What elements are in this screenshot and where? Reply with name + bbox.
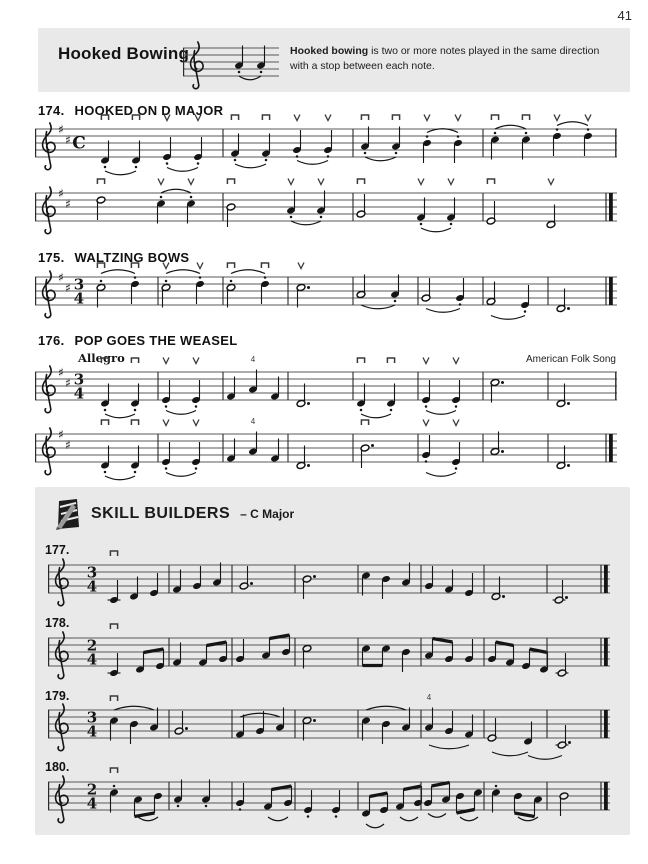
pencil-badge-icon (55, 498, 81, 530)
skill-builders-subtitle: – C Major (240, 507, 295, 521)
staff-system-174-line2 (35, 169, 617, 251)
svg-text:4: 4 (426, 693, 432, 702)
svg-text:2: 2 (86, 780, 98, 799)
staff-system-178 (48, 614, 610, 696)
exercise-176-title: POP GOES THE WEASEL (74, 333, 238, 348)
svg-text:4: 4 (250, 417, 256, 426)
exercise-177-number: 177. (45, 543, 70, 557)
header-music-example (183, 38, 279, 96)
svg-text:4: 4 (73, 384, 85, 403)
svg-text:4: 4 (86, 577, 98, 596)
svg-text:3: 3 (86, 708, 98, 727)
exercise-174-title: HOOKED ON D MAJOR (74, 103, 224, 118)
exercise-176-heading (38, 333, 237, 348)
svg-text:2: 2 (86, 636, 98, 655)
svg-text:♯: ♯ (58, 270, 64, 285)
svg-text:♯: ♯ (58, 365, 64, 380)
exercise-180-number: 180. (45, 760, 70, 774)
staff-system-175 (35, 253, 617, 335)
skill-builders-title: SKILL BUILDERS (91, 505, 231, 522)
exercise-175-number: 175. (38, 250, 65, 265)
song-credit: American Folk Song (525, 354, 616, 365)
svg-text:4: 4 (86, 650, 98, 669)
header-title: Hooked Bowing (58, 44, 190, 63)
page-number: 41 (617, 8, 632, 23)
svg-text:♯: ♯ (65, 132, 71, 147)
exercise-174-number: 174. (38, 103, 65, 118)
staff-system-179 (48, 686, 610, 768)
svg-text:3: 3 (86, 563, 98, 582)
svg-text:4: 4 (86, 794, 98, 813)
svg-text:♯: ♯ (65, 375, 71, 390)
svg-text:♯: ♯ (58, 427, 64, 442)
svg-text:♯: ♯ (65, 196, 71, 211)
svg-text:♯: ♯ (58, 122, 64, 137)
skill-builders-header (55, 498, 294, 530)
svg-text:♯: ♯ (65, 280, 71, 295)
staff-system-176-line2 (35, 410, 617, 492)
svg-text:♯: ♯ (58, 186, 64, 201)
svg-text:4: 4 (250, 355, 256, 364)
svg-text:3: 3 (73, 370, 85, 389)
header-description-rest: is two or more notes played in the same direction with a stop between each note. (290, 45, 600, 72)
header-description (290, 44, 620, 73)
exercise-178-number: 178. (45, 616, 70, 630)
svg-text:4: 4 (86, 722, 98, 741)
svg-text:C: C (72, 133, 86, 154)
exercise-175-title: WALTZING BOWS (74, 250, 190, 265)
svg-text:♯: ♯ (65, 437, 71, 452)
svg-text:4: 4 (73, 289, 85, 308)
svg-text:3: 3 (73, 275, 85, 294)
header-description-bold: Hooked bowing (290, 45, 369, 57)
staff-system-180 (48, 758, 610, 840)
tempo-marking: Allegro (78, 351, 125, 365)
exercise-176-number: 176. (38, 333, 65, 348)
staff-system-177 (48, 541, 610, 623)
exercise-179-number: 179. (45, 689, 70, 703)
